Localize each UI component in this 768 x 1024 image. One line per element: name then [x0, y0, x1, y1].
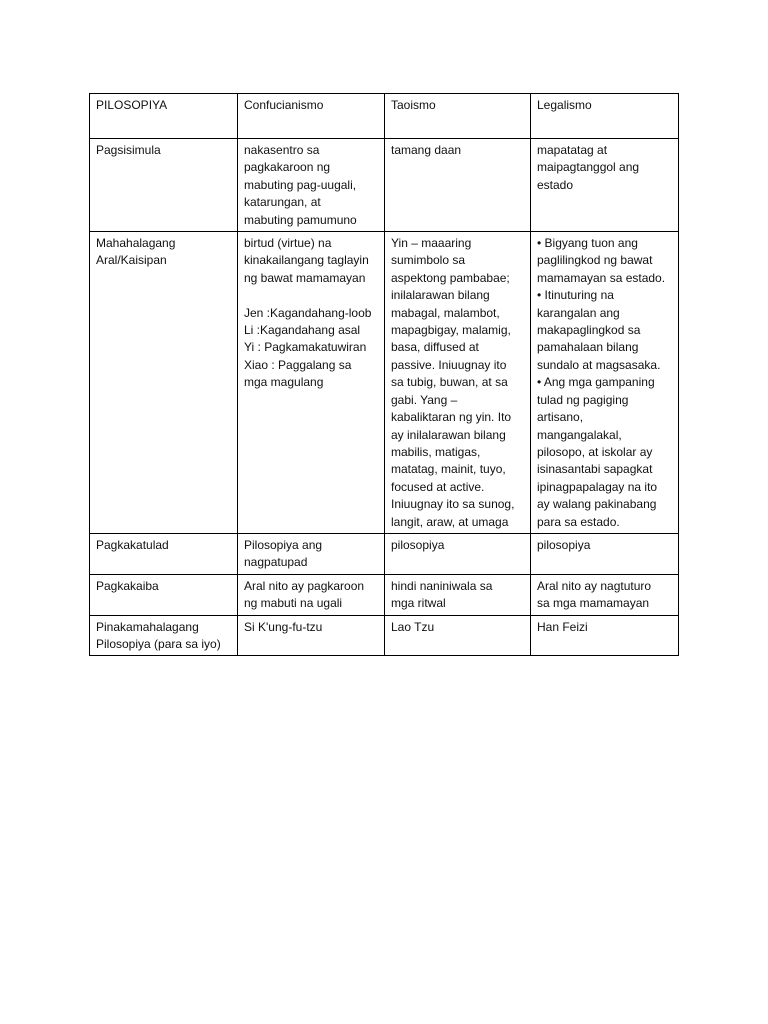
table-row [90, 232, 679, 534]
table-row [90, 139, 679, 232]
table-header-row [90, 94, 679, 139]
row-label-pagkakaiba: Pagkakaiba [90, 574, 238, 615]
row-label-pagsisimula: Pagsisimula [90, 139, 238, 232]
row-label-pagkakatulad: Pagkakatulad [90, 533, 238, 574]
cell-legalismo-pagkakatulad: pilosopiya [531, 533, 679, 574]
header-cell-confucianismo: Confucianismo [238, 94, 385, 139]
cell-confucianismo-pilosopo: Si K'ung-fu-tzu [238, 615, 385, 656]
cell-taoismo-pagsisimula: tamang daan [385, 139, 531, 232]
cell-confucianismo-pagsisimula: nakasentro sa pagkakaroon ng mabuting pag-uugali, katarungan, at mabuting pamumuno [238, 139, 385, 232]
cell-taoismo-pilosopo: Lao Tzu [385, 615, 531, 656]
table-row [90, 615, 679, 656]
header-cell-pilosopiya: PILOSOPIYA [90, 94, 238, 139]
cell-legalismo-pilosopo: Han Feizi [531, 615, 679, 656]
table-row [90, 574, 679, 615]
header-cell-taoismo: Taoismo [385, 94, 531, 139]
row-label-mahahalagang-aral: Mahahalagang Aral/Kaisipan [90, 232, 238, 534]
cell-legalismo-pagkakaiba: Aral nito ay nagtuturo sa mga mamamayan [531, 574, 679, 615]
cell-legalismo-pagsisimula: mapatatag at maipagtanggol ang estado [531, 139, 679, 232]
header-cell-legalismo: Legalismo [531, 94, 679, 139]
cell-taoismo-pagkakaiba: hindi naniniwala sa mga ritwal [385, 574, 531, 615]
cell-taoismo-pagkakatulad: pilosopiya [385, 533, 531, 574]
philosophy-comparison-table [89, 93, 679, 656]
cell-confucianismo-pagkakatulad: Pilosopiya ang nagpatupad [238, 533, 385, 574]
cell-taoismo-aral: Yin – maaaring sumimbolo sa aspektong pambabae; inilalarawan bilang mabagal, malambot, mapagbigay, malamig, basa, diffused at passive. Iniuugnay ito sa tubig, buwan, at sa gabi. Yang – kabaliktaran ng yin. Ito ay inilalarawan bilang mabilis, matigas, matatag, mainit, tuyo, focused at active. Iniuugnay ito sa sunog, langit, araw, at umaga [385, 232, 531, 534]
table-row [90, 533, 679, 574]
cell-confucianismo-aral: birtud (virtue) na kinakailangang taglayin ng bawat mamamayan Jen :Kagandahang-loob Li :Kagandahang asal Yi : Pagkamakatuwiran Xiao : Paggalang sa mga magulang [238, 232, 385, 534]
row-label-pinakamahalagang-pilosopiya: Pinakamahalagang Pilosopiya (para sa iyo) [90, 615, 238, 656]
cell-legalismo-aral: • Bigyang tuon ang paglilingkod ng bawat mamamayan sa estado. • Itinuturing na karangalan ang makapaglingkod sa pamahalaan bilang sundalo at magsasaka. • Ang mga gampaning tulad ng pagiging artisano, mangangalakal, pilosopo, at iskolar ay isinasantabi sapagkat ipinagpapalagay na ito ay walang pakinabang para sa estado. [531, 232, 679, 534]
cell-confucianismo-pagkakaiba: Aral nito ay pagkaroon ng mabuti na ugali [238, 574, 385, 615]
